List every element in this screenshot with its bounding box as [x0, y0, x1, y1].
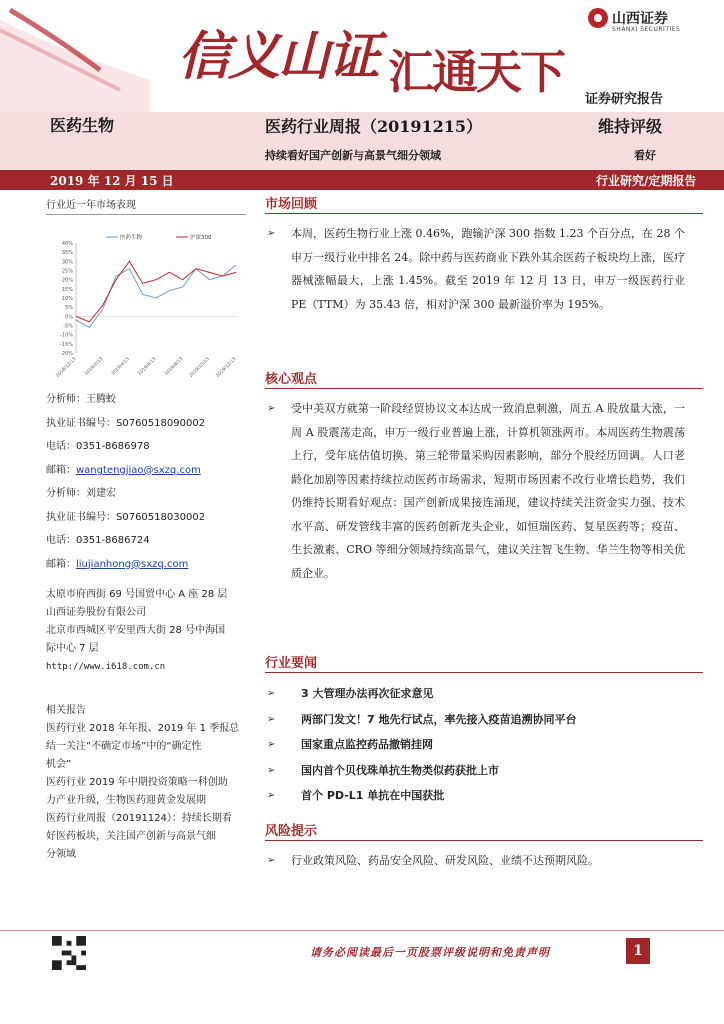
slogan-part2: 汇通天下 — [388, 45, 564, 99]
y-tick-label: 15% — [61, 286, 73, 293]
slogan-part1: 信义山证 — [178, 26, 379, 87]
legend-label: 沪深300 — [190, 235, 212, 241]
news-list — [265, 681, 703, 809]
view-bullet — [265, 397, 685, 585]
risk-text: 行业政策风险、药品安全风险、研发风险、业绩不达预期风险。 — [291, 854, 599, 867]
arrow-icon: ➢ — [267, 403, 276, 414]
analyst-2-phone: 电话：0351-8686724 — [46, 535, 150, 546]
news-item — [265, 681, 703, 707]
analyst-2-cert: 执业证书编号：S0760518030002 — [46, 511, 206, 523]
report-category: 行业研究/定期报告 — [596, 174, 697, 188]
industry-news-section — [265, 652, 703, 809]
website-link[interactable]: http://www.i618.com.cn — [46, 662, 166, 672]
address-line: 山西证券股份有限公司 — [46, 607, 146, 618]
address-block — [46, 586, 256, 676]
y-tick-label: 25% — [61, 268, 73, 275]
logo-cn-text: 山西证券 — [612, 11, 668, 27]
report-subtitle: 持续看好国产创新与高景气细分领域 — [265, 149, 441, 162]
email-label: 邮箱： — [46, 558, 76, 570]
x-tick-label: 2019/4/13 — [110, 356, 131, 377]
market-performance-chart — [46, 229, 246, 389]
x-tick-label: 2019/8/13 — [164, 356, 185, 377]
footer-divider — [0, 930, 724, 931]
related-line: 医药行业 2018 年年报、2019 年 1 季报总 — [46, 723, 240, 734]
related-line: 结一关注“不确定市场”中的“确定性 — [46, 741, 202, 752]
analyst-2-email-row — [46, 555, 246, 579]
arrow-icon: ➢ — [267, 739, 276, 750]
related-line: 医药行业 2019 年中期投资策略一科创助 — [46, 777, 228, 788]
analyst-1-cert: 执业证书编号：S0760518090002 — [46, 417, 206, 429]
chart-svg — [46, 229, 246, 389]
logo-en-text: SHANXI SECURITIES — [612, 26, 681, 33]
section-title-news: 行业要闻 — [265, 652, 703, 673]
analyst-1-email-row — [46, 461, 246, 485]
series-line-1 — [76, 265, 236, 327]
y-tick-label: -10% — [60, 332, 73, 339]
y-tick-label: 5% — [65, 305, 73, 312]
page-number: 1 — [626, 938, 650, 964]
news-item — [265, 758, 703, 784]
x-tick-label: 2019/2/13 — [84, 356, 105, 377]
related-line: 医药行业周报（20191124）：持续长期看 — [46, 813, 232, 824]
y-tick-label: 0% — [65, 314, 73, 321]
x-tick-label: 2019/12/13 — [215, 356, 238, 379]
related-line: 好医药板块，关注国产创新与高景气细 — [46, 831, 216, 842]
analyst-block — [46, 390, 246, 578]
sector-label: 医药生物 — [50, 116, 115, 135]
analyst-2-email[interactable]: liujianhong@sxzq.com — [76, 558, 189, 570]
analyst-1-email[interactable]: wangtengjiao@sxzq.com — [76, 464, 201, 476]
y-tick-label: 20% — [61, 277, 73, 284]
market-review-section — [265, 193, 703, 316]
legend-label: 医药生物 — [120, 235, 143, 241]
risk-bullet — [265, 849, 685, 873]
x-tick-label: 2019/10/13 — [188, 356, 211, 379]
risk-section — [265, 820, 703, 873]
disclaimer: 请务必阅读最后一页股票评级说明和免责声明 — [310, 946, 550, 959]
y-tick-label: -5% — [63, 323, 73, 330]
report-title: 医药行业周报（20191215） — [265, 117, 483, 136]
y-tick-label: 10% — [61, 296, 73, 302]
news-text: 国内首个贝伐珠单抗生物类似药获批上市 — [301, 763, 499, 777]
y-tick-label: 35% — [61, 250, 73, 257]
analyst-2-name: 分析师：刘建宏 — [46, 488, 116, 499]
shanxi-securities-logo — [588, 6, 718, 36]
y-tick-label: -20% — [60, 351, 73, 357]
arrow-icon: ➢ — [267, 764, 276, 776]
news-text: 国家重点监控药品撤销挂网 — [301, 738, 433, 751]
address-line: 际中心 7 层 — [46, 643, 99, 654]
report-date: 2019 年 12 月 15 日 — [50, 174, 174, 188]
news-item — [265, 783, 703, 809]
related-line: 力产业升级，生物医药迎黄金发展期 — [46, 795, 206, 806]
news-item — [265, 732, 703, 758]
arrow-icon: ➢ — [267, 790, 276, 801]
logo-icon — [588, 8, 608, 28]
arrow-icon: ➢ — [267, 855, 276, 866]
review-text: 本周，医药生物行业上涨 0.46%，跑输沪深 300 指数 1.23 个百分点，在 28 个申万一级行业中排名 24。除中药与医药商业下跌外其余医药子板块均上涨，医疗器械涨幅最大，上涨 1.45%。截至 2019 年 12 月 13 日，申万一级医药行业 PE（TTM）为 35.43 倍，相对沪深 300 最新溢价率为 195%。 — [291, 227, 685, 311]
section-title-risk: 风险提示 — [265, 820, 703, 841]
report-type: 证券研究报告 — [585, 92, 664, 107]
arrow-icon: ➢ — [267, 713, 276, 725]
related-line: 机会” — [46, 759, 72, 770]
news-text: 首个 PD-L1 单抗在中国获批 — [301, 789, 445, 802]
news-item — [265, 707, 703, 733]
section-title-review: 市场回顾 — [265, 193, 703, 214]
x-tick-label: 2018/12/13 — [55, 356, 78, 379]
x-tick-label: 2019/6/13 — [137, 356, 158, 377]
news-text: 两部门发文！7 地先行试点，率先接入疫苗追溯协同平台 — [301, 712, 577, 726]
arrow-icon: ➢ — [267, 688, 276, 699]
address-line: 太原市府西街 69 号国贸中心 A 座 28 层 — [46, 589, 228, 600]
core-view-section — [265, 368, 703, 585]
rating-label: 维持评级 — [598, 117, 663, 136]
review-bullet — [265, 222, 685, 316]
address-line: 北京市西城区平安里西大街 28 号中海国 — [46, 625, 226, 636]
y-tick-label: -15% — [60, 341, 73, 348]
rating-value: 看好 — [634, 149, 656, 162]
related-line: 分领域 — [46, 849, 76, 860]
related-title: 相关报告 — [46, 705, 86, 716]
news-text: 3 大管理办法再次征求意见 — [301, 687, 434, 700]
chart-title: 行业近一年市场表现 — [46, 196, 246, 215]
y-tick-label: 30% — [61, 259, 73, 266]
analyst-1-phone: 电话：0351-8686978 — [46, 441, 150, 452]
y-tick-label: 40% — [61, 241, 73, 247]
view-text: 受中美双方就第一阶段经贸协议文本达成一致消息刺激，周五 A 股放量大涨，一周 A 股震荡走高，申万一级行业普遍上涨，计算机领涨两市。本周医药生物震荡上行，受年底估值切换、第三轮带量采购因素影响，部分个股经历回调。人口老龄化加剧等因素持续拉动医药市场需求，短期市场因素不改行业增长趋势，我们仍维持长期看好观点：国产创新成果接连涌现，建议持续关注资金实力强、技术水平高、研发管线丰富的医药创新龙头企业，如恒瑞医药、复星医药等；疫苗、生长激素、CRO 等细分领域持续高景气，建议关注智飞生物、华兰生物等相关优质企业。 — [291, 402, 685, 580]
left-column — [46, 190, 246, 389]
arrow-icon: ➢ — [267, 228, 276, 239]
analyst-1-name: 分析师：王腾蛟 — [46, 394, 116, 405]
section-title-view: 核心观点 — [265, 368, 703, 389]
qr-code-icon — [52, 936, 86, 970]
email-label: 邮箱： — [46, 464, 76, 476]
related-reports — [46, 702, 246, 864]
